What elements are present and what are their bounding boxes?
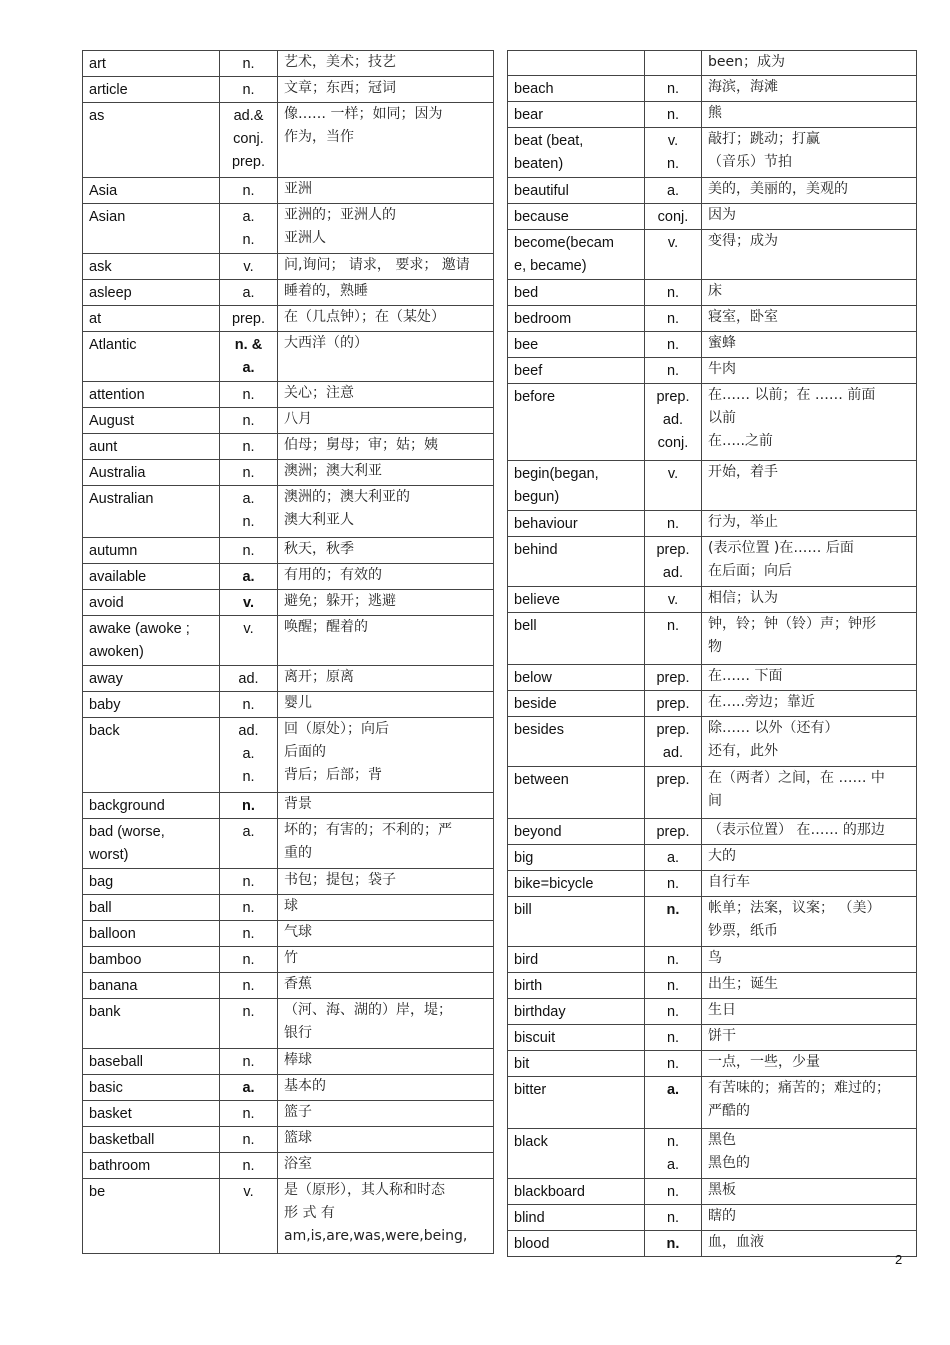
meaning-cell: 行为，举止 <box>702 511 917 537</box>
word-cell: below <box>508 665 645 691</box>
meaning-cell: 相信；认为 <box>702 587 917 613</box>
word-cell: blood <box>508 1231 645 1257</box>
meaning-cell: 睡着的，熟睡 <box>278 280 494 306</box>
vocab-row <box>508 1129 917 1179</box>
pos-cell: prep. <box>645 767 702 819</box>
meaning-cell: 有苦味的；痛苦的；难过的； 严酷的 <box>702 1077 917 1129</box>
meaning-cell: 关心；注意 <box>278 382 494 408</box>
word-cell: beyond <box>508 819 645 845</box>
vocab-row <box>83 564 494 590</box>
word-cell: avoid <box>83 590 220 616</box>
pos-cell: v. <box>220 590 278 616</box>
vocab-row <box>508 845 917 871</box>
meaning-cell: 钟，铃；钟（铃）声；钟形 物 <box>702 613 917 665</box>
vocab-row <box>508 819 917 845</box>
pos-cell: n. <box>220 382 278 408</box>
vocab-row <box>508 128 917 178</box>
pos-cell: n. <box>645 613 702 665</box>
meaning-cell: 美的，美丽的，美观的 <box>702 178 917 204</box>
word-cell: bird <box>508 947 645 973</box>
vocab-row <box>83 793 494 819</box>
word-cell: attention <box>83 382 220 408</box>
pos-cell: n. <box>645 102 702 128</box>
vocab-row <box>83 1049 494 1075</box>
meaning-cell: （表示位置） 在…… 的那边 <box>702 819 917 845</box>
vocab-row <box>83 718 494 793</box>
pos-cell: n. <box>645 871 702 897</box>
word-cell: bedroom <box>508 306 645 332</box>
meaning-cell: 黑板 <box>702 1179 917 1205</box>
pos-cell: a. <box>220 564 278 590</box>
vocab-row <box>508 358 917 384</box>
pos-cell: n. <box>645 973 702 999</box>
vocab-row <box>83 178 494 204</box>
vocab-row <box>83 1075 494 1101</box>
meaning-cell: 在…… 下面 <box>702 665 917 691</box>
vocab-row <box>508 204 917 230</box>
pos-cell: a. n. <box>220 486 278 538</box>
vocab-row <box>508 306 917 332</box>
word-cell: awake (awoke ; awoken) <box>83 616 220 666</box>
vocab-row <box>83 1153 494 1179</box>
meaning-cell: 香蕉 <box>278 973 494 999</box>
meaning-cell: 婴儿 <box>278 692 494 718</box>
vocab-row <box>83 408 494 434</box>
meaning-cell: 因为 <box>702 204 917 230</box>
word-cell: before <box>508 384 645 461</box>
word-cell: bank <box>83 999 220 1049</box>
meaning-cell: 唤醒；醒着的 <box>278 616 494 666</box>
meaning-cell: 基本的 <box>278 1075 494 1101</box>
pos-cell: a. <box>645 845 702 871</box>
pos-cell: prep. ad. <box>645 717 702 767</box>
pos-cell: n. <box>645 306 702 332</box>
meaning-cell: 坏的；有害的；不利的；严 重的 <box>278 819 494 869</box>
vocab-row <box>83 77 494 103</box>
vocab-row <box>83 692 494 718</box>
word-cell: asleep <box>83 280 220 306</box>
meaning-cell: 瞎的 <box>702 1205 917 1231</box>
meaning-cell: 澳洲；澳大利亚 <box>278 460 494 486</box>
vocab-row <box>508 102 917 128</box>
word-cell: baseball <box>83 1049 220 1075</box>
pos-cell: prep. ad. conj. <box>645 384 702 461</box>
meaning-cell: 在（几点钟）；在（某处） <box>278 306 494 332</box>
vocab-row <box>83 382 494 408</box>
pos-cell: n. <box>220 1127 278 1153</box>
word-cell: begin(began, begun) <box>508 461 645 511</box>
pos-cell: v. n. <box>645 128 702 178</box>
vocab-table-right <box>507 50 917 1257</box>
meaning-cell: 气球 <box>278 921 494 947</box>
word-cell: Asian <box>83 204 220 254</box>
vocab-row <box>83 204 494 254</box>
pos-cell: n. <box>220 434 278 460</box>
meaning-cell: 亚洲的；亚洲人的 亚洲人 <box>278 204 494 254</box>
word-cell: beach <box>508 76 645 102</box>
word-cell: bathroom <box>83 1153 220 1179</box>
word-cell: Australian <box>83 486 220 538</box>
word-cell: be <box>83 1179 220 1254</box>
meaning-cell: 大西洋（的） <box>278 332 494 382</box>
meaning-cell: 避免；躲开；逃避 <box>278 590 494 616</box>
meaning-cell: 在（两者）之间，在 …… 中 间 <box>702 767 917 819</box>
meaning-cell: 浴室 <box>278 1153 494 1179</box>
pos-cell: v. <box>220 616 278 666</box>
pos-cell: n. <box>220 947 278 973</box>
pos-cell: prep. <box>220 306 278 332</box>
pos-cell: ad. a. n. <box>220 718 278 793</box>
vocab-row <box>508 717 917 767</box>
word-cell: away <box>83 666 220 692</box>
meaning-cell: 回（原处）；向后 后面的 背后；后部；背 <box>278 718 494 793</box>
vocab-row <box>508 511 917 537</box>
word-cell: black <box>508 1129 645 1179</box>
vocab-row <box>83 973 494 999</box>
pos-cell: a. <box>220 280 278 306</box>
vocab-row <box>508 280 917 306</box>
word-cell: bear <box>508 102 645 128</box>
meaning-cell: 澳洲的；澳大利亚的 澳大利亚人 <box>278 486 494 538</box>
vocab-row <box>508 461 917 511</box>
word-cell: article <box>83 77 220 103</box>
vocab-row <box>508 871 917 897</box>
word-cell: bad (worse, worst) <box>83 819 220 869</box>
vocab-row <box>83 254 494 280</box>
meaning-cell: 除…… 以外（还有） 还有，此外 <box>702 717 917 767</box>
vocab-row <box>508 1231 917 1257</box>
vocab-row <box>83 1127 494 1153</box>
word-cell: big <box>508 845 645 871</box>
word-cell: balloon <box>83 921 220 947</box>
meaning-cell: 八月 <box>278 408 494 434</box>
meaning-cell: 寝室，卧室 <box>702 306 917 332</box>
pos-cell: n. <box>220 77 278 103</box>
meaning-cell: 书包；提包；袋子 <box>278 869 494 895</box>
word-cell: basic <box>83 1075 220 1101</box>
pos-cell: n. <box>220 692 278 718</box>
meaning-cell: 生日 <box>702 999 917 1025</box>
meaning-cell: 伯母；舅母；审；姑；姨 <box>278 434 494 460</box>
vocab-row <box>508 1051 917 1077</box>
word-cell: because <box>508 204 645 230</box>
vocab-row <box>83 1179 494 1254</box>
word-cell: blackboard <box>508 1179 645 1205</box>
vocab-table-right-body <box>508 51 917 1257</box>
pos-cell: n. <box>645 332 702 358</box>
meaning-cell: 床 <box>702 280 917 306</box>
word-cell: bed <box>508 280 645 306</box>
word-cell: back <box>83 718 220 793</box>
word-cell: behaviour <box>508 511 645 537</box>
pos-cell: a. <box>645 1077 702 1129</box>
pos-cell: n. <box>645 897 702 947</box>
meaning-cell: 问,询问； 请求， 要求； 邀请 <box>278 254 494 280</box>
vocab-row <box>83 538 494 564</box>
word-cell: basketball <box>83 1127 220 1153</box>
pos-cell: v. <box>220 254 278 280</box>
vocab-row <box>83 51 494 77</box>
word-cell: ball <box>83 895 220 921</box>
word-cell: beat (beat, beaten) <box>508 128 645 178</box>
pos-cell: prep. <box>645 691 702 717</box>
word-cell: as <box>83 103 220 178</box>
vocab-row <box>508 897 917 947</box>
pos-cell: n. <box>220 1049 278 1075</box>
word-cell: bell <box>508 613 645 665</box>
meaning-cell: 开始，着手 <box>702 461 917 511</box>
vocab-row <box>83 869 494 895</box>
word-cell: Asia <box>83 178 220 204</box>
pos-cell: prep. <box>645 665 702 691</box>
word-cell: bee <box>508 332 645 358</box>
vocab-row <box>83 1101 494 1127</box>
word-cell: bag <box>83 869 220 895</box>
vocab-table-left <box>82 50 494 1254</box>
word-cell: between <box>508 767 645 819</box>
meaning-cell: 背景 <box>278 793 494 819</box>
meaning-cell: 是（原形），其人称和时态 形 式 有 am,is,are,was,were,being, <box>278 1179 494 1254</box>
word-cell: bill <box>508 897 645 947</box>
word-cell: available <box>83 564 220 590</box>
word-cell: bamboo <box>83 947 220 973</box>
vocab-row <box>83 280 494 306</box>
pos-cell: n. <box>220 869 278 895</box>
word-cell: August <box>83 408 220 434</box>
pos-cell: n. <box>645 1205 702 1231</box>
meaning-cell: （河、海、湖的）岸，堤； 银行 <box>278 999 494 1049</box>
vocab-row <box>508 973 917 999</box>
word-cell: autumn <box>83 538 220 564</box>
word-cell: baby <box>83 692 220 718</box>
meaning-cell: 牛肉 <box>702 358 917 384</box>
pos-cell: n. <box>645 999 702 1025</box>
word-cell: biscuit <box>508 1025 645 1051</box>
word-cell: bit <box>508 1051 645 1077</box>
vocab-row <box>508 1179 917 1205</box>
pos-cell: n. <box>220 1153 278 1179</box>
meaning-cell: 在…… 以前；在 …… 前面 以前 在…..之前 <box>702 384 917 461</box>
vocab-row <box>508 178 917 204</box>
pos-cell: prep. <box>645 819 702 845</box>
word-cell: ask <box>83 254 220 280</box>
meaning-cell: 有用的；有效的 <box>278 564 494 590</box>
vocab-row <box>83 819 494 869</box>
word-cell: birth <box>508 973 645 999</box>
vocab-row <box>508 1205 917 1231</box>
pos-cell: n. <box>220 51 278 77</box>
pos-cell: a. <box>220 1075 278 1101</box>
word-cell: birthday <box>508 999 645 1025</box>
meaning-cell: been；成为 <box>702 51 917 76</box>
meaning-cell: 蜜蜂 <box>702 332 917 358</box>
word-cell: blind <box>508 1205 645 1231</box>
vocab-row <box>508 613 917 665</box>
vocab-row <box>508 76 917 102</box>
word-cell: bitter <box>508 1077 645 1129</box>
meaning-cell: (表示位置 )在…… 后面 在后面；向后 <box>702 537 917 587</box>
pos-cell: n. <box>220 999 278 1049</box>
vocab-row <box>508 665 917 691</box>
pos-cell: a. <box>220 819 278 869</box>
pos-cell: n. <box>220 408 278 434</box>
vocab-row <box>83 434 494 460</box>
meaning-cell: 变得；成为 <box>702 230 917 280</box>
vocab-row <box>83 103 494 178</box>
word-cell: banana <box>83 973 220 999</box>
vocab-row <box>508 767 917 819</box>
page-number: 2 <box>895 1252 903 1267</box>
pos-cell: n. <box>645 1231 702 1257</box>
vocab-row <box>508 1077 917 1129</box>
meaning-cell: 秋天，秋季 <box>278 538 494 564</box>
vocab-row <box>508 587 917 613</box>
meaning-cell: 敲打；跳动；打赢 （音乐）节拍 <box>702 128 917 178</box>
meaning-cell: 饼干 <box>702 1025 917 1051</box>
meaning-cell: 离开；原离 <box>278 666 494 692</box>
vocab-row <box>508 51 917 76</box>
pos-cell: n. <box>645 358 702 384</box>
vocab-row <box>83 590 494 616</box>
vocab-row <box>83 486 494 538</box>
meaning-cell: 亚洲 <box>278 178 494 204</box>
pos-cell: n. <box>645 1179 702 1205</box>
vocab-row <box>508 947 917 973</box>
word-cell: beautiful <box>508 178 645 204</box>
word-cell: become(becam e, became) <box>508 230 645 280</box>
pos-cell: n. <box>220 178 278 204</box>
vocab-row <box>508 230 917 280</box>
pos-cell: n. <box>645 280 702 306</box>
meaning-cell: 大的 <box>702 845 917 871</box>
word-cell: art <box>83 51 220 77</box>
pos-cell: a. n. <box>220 204 278 254</box>
word-cell: Atlantic <box>83 332 220 382</box>
word-cell: beside <box>508 691 645 717</box>
pos-cell: v. <box>220 1179 278 1254</box>
pos-cell: v. <box>645 230 702 280</box>
meaning-cell: 海滨，海滩 <box>702 76 917 102</box>
pos-cell: n. <box>645 947 702 973</box>
word-cell: aunt <box>83 434 220 460</box>
vocab-table-left-body <box>83 51 494 1254</box>
vocab-row <box>83 947 494 973</box>
vocab-row <box>83 999 494 1049</box>
meaning-cell: 篮球 <box>278 1127 494 1153</box>
word-cell: basket <box>83 1101 220 1127</box>
vocab-row <box>83 616 494 666</box>
pos-cell <box>645 51 702 76</box>
vocab-row <box>83 332 494 382</box>
pos-cell: prep. ad. <box>645 537 702 587</box>
vocab-row <box>508 691 917 717</box>
pos-cell: n. <box>645 1051 702 1077</box>
meaning-cell: 血，血液 <box>702 1231 917 1257</box>
vocab-row <box>508 537 917 587</box>
pos-cell: v. <box>645 587 702 613</box>
meaning-cell: 球 <box>278 895 494 921</box>
meaning-cell: 自行车 <box>702 871 917 897</box>
vocab-row <box>508 384 917 461</box>
pos-cell: n. <box>220 973 278 999</box>
vocab-row <box>508 332 917 358</box>
word-cell: bike=bicycle <box>508 871 645 897</box>
vocab-row <box>83 666 494 692</box>
meaning-cell: 竹 <box>278 947 494 973</box>
meaning-cell: 文章；东西；冠词 <box>278 77 494 103</box>
pos-cell: n. <box>220 895 278 921</box>
vocab-row <box>508 999 917 1025</box>
word-cell: at <box>83 306 220 332</box>
word-cell: Australia <box>83 460 220 486</box>
meaning-cell: 像…… 一样；如同；因为 作为，当作 <box>278 103 494 178</box>
meaning-cell: 一点，一些，少量 <box>702 1051 917 1077</box>
vocab-row <box>83 921 494 947</box>
meaning-cell: 熊 <box>702 102 917 128</box>
meaning-cell: 帐单；法案，议案； （美） 钞票，纸币 <box>702 897 917 947</box>
pos-cell: a. <box>645 178 702 204</box>
pos-cell: n. <box>220 793 278 819</box>
pos-cell: ad. <box>220 666 278 692</box>
meaning-cell: 棒球 <box>278 1049 494 1075</box>
vocab-row <box>83 460 494 486</box>
pos-cell: n. <box>645 76 702 102</box>
pos-cell: n. a. <box>645 1129 702 1179</box>
pos-cell: n. <box>220 1101 278 1127</box>
meaning-cell: 出生；诞生 <box>702 973 917 999</box>
pos-cell: ad.& conj. prep. <box>220 103 278 178</box>
pos-cell: n. & a. <box>220 332 278 382</box>
pos-cell: n. <box>220 460 278 486</box>
pos-cell: v. <box>645 461 702 511</box>
meaning-cell: 篮子 <box>278 1101 494 1127</box>
pos-cell: n. <box>220 538 278 564</box>
word-cell: believe <box>508 587 645 613</box>
word-cell <box>508 51 645 76</box>
vocab-row <box>83 895 494 921</box>
meaning-cell: 在…..旁边；靠近 <box>702 691 917 717</box>
word-cell: background <box>83 793 220 819</box>
pos-cell: n. <box>645 1025 702 1051</box>
pos-cell: conj. <box>645 204 702 230</box>
word-cell: besides <box>508 717 645 767</box>
word-cell: beef <box>508 358 645 384</box>
meaning-cell: 鸟 <box>702 947 917 973</box>
pos-cell: n. <box>645 511 702 537</box>
pos-cell: n. <box>220 921 278 947</box>
vocab-row <box>508 1025 917 1051</box>
meaning-cell: 黑色 黑色的 <box>702 1129 917 1179</box>
vocab-row <box>83 306 494 332</box>
meaning-cell: 艺术，美术；技艺 <box>278 51 494 77</box>
word-cell: behind <box>508 537 645 587</box>
